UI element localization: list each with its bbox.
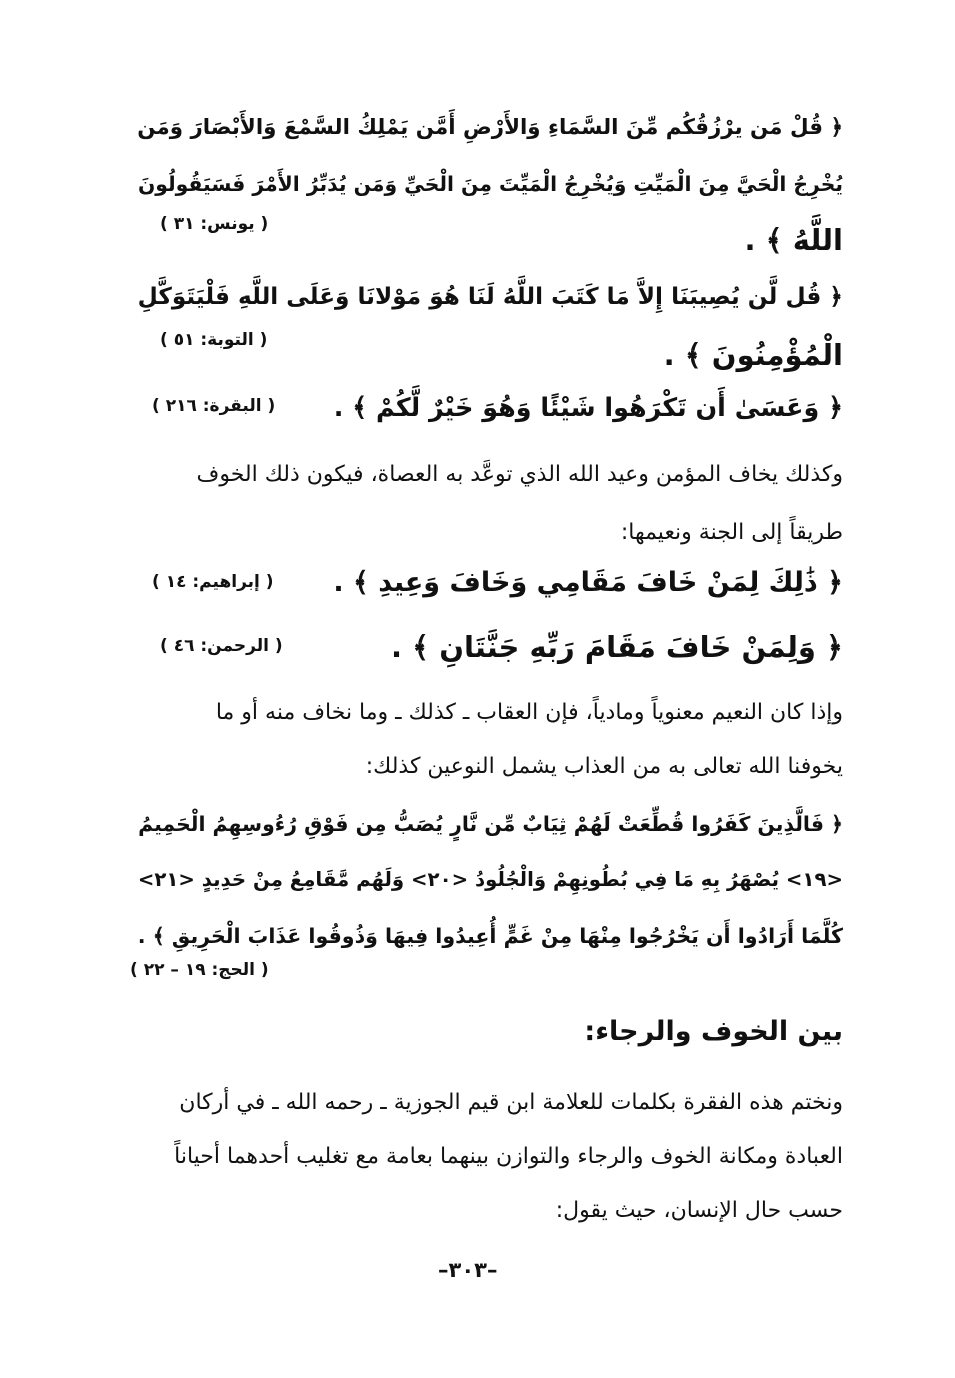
- paragraph-line: العبادة ومكانة الخوف والرجاء والتوازن بينهما بعامة مع تغليب أحدهما أحياناً: [174, 1144, 843, 1169]
- verse-line: اللَّهُ ﴾ .: [744, 223, 843, 257]
- verse-yunus-31: [123, 100, 843, 268]
- paragraph-line: وإذا كان النعيم معنوياً ومادياً، فإن العقاب ـ كذلك ـ وما نخاف منه أو ما: [215, 700, 843, 725]
- verse-line: يُخْرِجُ الْحَيَّ مِنَ الْمَيِّتِ وَيُخْرِجُ الْمَيِّتَ مِنَ الْحَيِّ وَمَن يُدَبِّرُ الأَمْرَ فَسَيَقُولُونَ: [137, 172, 843, 196]
- page-number: –٣٠٣–: [438, 1258, 498, 1282]
- paragraph-line: طريقاً إلى الجنة ونعيمها:: [620, 520, 843, 545]
- verse-line: ﴿ وَعَسَىٰ أَن تَكْرَهُوا شَيْئًا وَهُوَ خَيْرٌ لَّكُمْ ﴾ .: [333, 392, 843, 422]
- paragraph-line: وكذلك يخاف المؤمن وعيد الله الذي توعَّد به العصاة، فيكون ذلك الخوف: [196, 462, 843, 487]
- verse-line: ﴿ ذَٰلِكَ لِمَنْ خَافَ مَقَامِي وَخَافَ وَعِيدِ ﴾ .: [333, 567, 843, 598]
- verse-line: كُلَّمَا أَرَادُوا أَن يَخْرُجُوا مِنْهَا مِنْ غَمٍّ أُعِيدُوا فِيهَا وَذُوقُوا عَذَابَ الْحَرِيقِ ﴾ .: [137, 924, 843, 948]
- verse-line: <١٩> يُصْهَرُ بِهِ مَا فِي بُطُونِهِمْ وَالْجُلُودُ <٢٠> وَلَهُم مَّقَامِعُ مِنْ حَدِيدٍ <٢١>: [137, 868, 843, 891]
- paragraph-line: حسب حال الإنسان، حيث يقول:: [555, 1198, 843, 1223]
- paragraph: [123, 446, 843, 562]
- verse-line: ﴿ فَالَّذِينَ كَفَرُوا قُطِّعَتْ لَهُمْ ثِيَابٌ مِّن نَّارٍ يُصَبُّ مِن فَوْقِ رُءُوسِهِمُ الْحَمِيمُ: [138, 812, 843, 836]
- verse-line: الْمُؤْمِنُونَ ﴾ .: [663, 338, 843, 372]
- verse-reference: ( إبراهيم: ١٤ ): [152, 572, 274, 592]
- verse-reference: ( يونس: ٣١ ): [160, 214, 269, 234]
- paragraph: [123, 686, 843, 794]
- verse-line: ﴿ قُل لَّن يُصِيبَنَا إِلاَّ مَا كَتَبَ اللَّهُ لَنَا هُوَ مَوْلانَا وَعَلَى اللَّهِ فَلْيَتَوَكَّلِ: [137, 283, 843, 310]
- verse-rahman-46: [323, 622, 843, 672]
- verse-reference: ( الحج: ١٩ – ٢٢ ): [130, 960, 269, 980]
- paragraph-line: يخوفنا الله تعالى به من العذاب يشمل النوعين كذلك:: [365, 754, 843, 779]
- verse-ibrahim-14: [323, 558, 843, 608]
- verse-line: ﴿ قُلْ مَن يرْزُقُكُم مِّنَ السَّمَاءِ وَالأَرْضِ أَمَّن يَمْلِكُ السَّمْعَ وَالأَبْصَارَ وَمَن: [137, 115, 843, 140]
- paragraph-line: ونختم هذه الفقرة بكلمات للعلامة ابن قيم الجوزية ـ رحمه الله ـ في أركان: [179, 1090, 843, 1115]
- verse-baqarah-216: [323, 382, 843, 432]
- verse-reference: ( البقرة: ٢١٦ ): [152, 396, 276, 416]
- paragraph: [123, 1076, 843, 1238]
- verse-reference: ( التوبة: ٥١ ): [160, 330, 268, 350]
- verse-line: ﴿ وَلِمَنْ خَافَ مَقَامَ رَبِّهِ جَنَّتَانِ ﴾ .: [391, 630, 843, 664]
- verse-hajj-19-22: [123, 796, 843, 964]
- verse-tawbah-51: [123, 268, 843, 384]
- section-heading: بين الخوف والرجاء:: [584, 1016, 843, 1047]
- verse-reference: ( الرحمن: ٤٦ ): [160, 636, 283, 656]
